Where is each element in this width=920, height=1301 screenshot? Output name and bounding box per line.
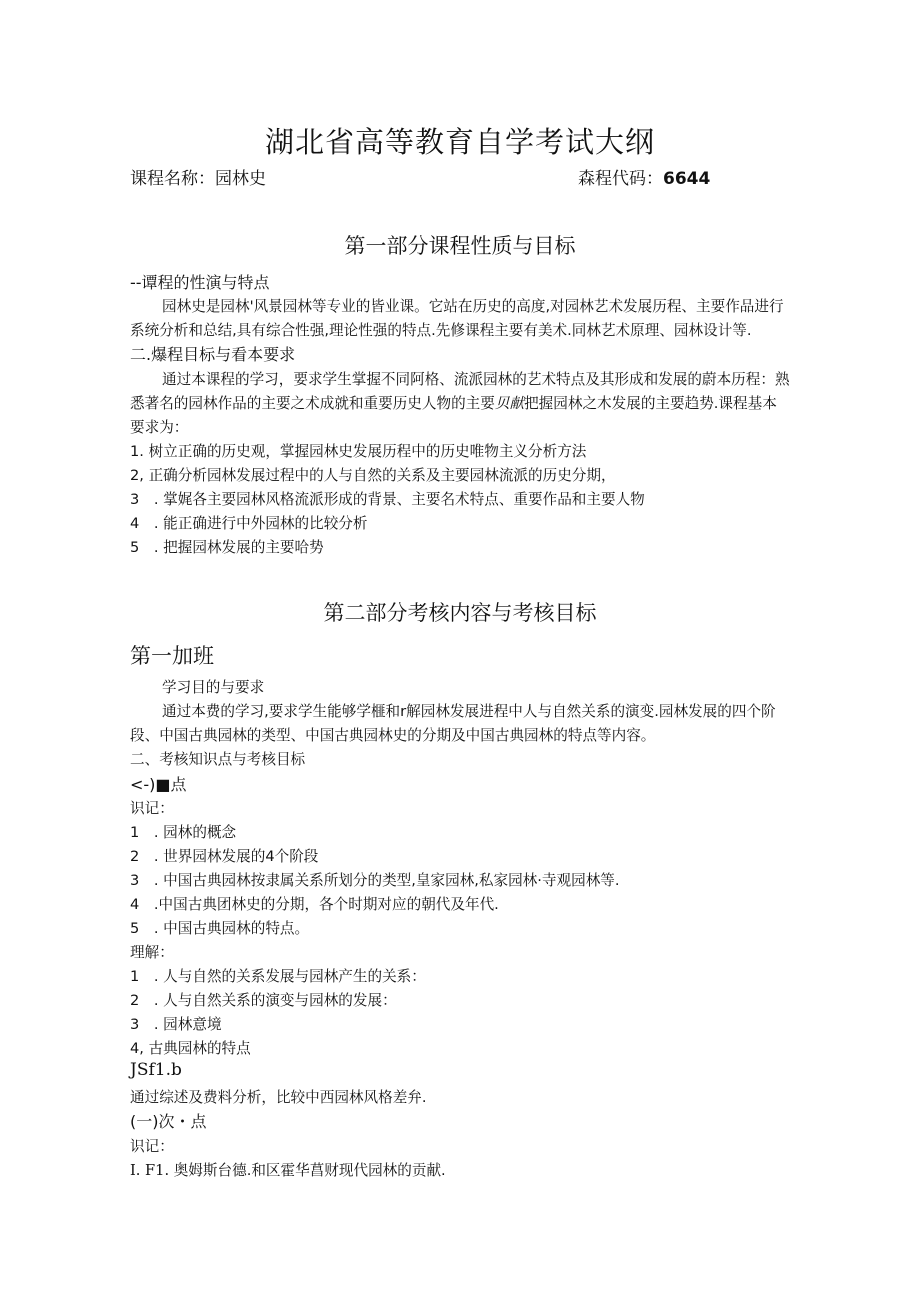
- course-code-line: [578, 164, 710, 189]
- document-title: 湖北省高等教育自学考试大纲: [264, 125, 655, 159]
- requirement-item: 4 . 能正确进行中外园林的比较分析: [130, 515, 368, 532]
- section2-paragraph-line3: 要求为：: [130, 419, 189, 436]
- section1-paragraph-line1: 园林史是园林'风景园林等专业的皆业课。它站在历史的高度,对园林艺术发展历程、主要作品进行: [162, 298, 784, 315]
- section2-paragraph-line2: [130, 392, 777, 413]
- course-name: 园林史: [215, 169, 266, 189]
- course-name-line: [130, 164, 266, 189]
- section1-heading: --谭程的性演与特点: [130, 273, 270, 292]
- recall2-item-prefix: I. F1.: [130, 1162, 170, 1179]
- section2-text-italic: 贝献: [494, 395, 525, 412]
- chapter-heading: 第一加班: [130, 644, 214, 668]
- section2-text-c: 把握园林之木发展的主要趋势.课程基本: [524, 395, 777, 412]
- knowledge-point2-heading: (一)次・点: [130, 1112, 207, 1131]
- goal-heading: 学习目的与要求: [162, 679, 265, 696]
- section2-heading: 二.爆程目标与看本要求: [130, 345, 296, 364]
- section2-text-a: 悉著名的园林作品的主要之术成就和重要历史人物的主要: [130, 395, 495, 412]
- requirement-item: 5 . 把握园林发展的主要哈势: [130, 539, 324, 556]
- recall-item: 2 . 世界园林发展的4个阶段: [130, 848, 319, 865]
- course-name-label: 课程名称：: [130, 169, 215, 189]
- course-code-label: 森程代码：: [578, 169, 663, 189]
- goal-paragraph-line2: 段、中国古典园林的类型、中国古典园林史的分期及中国古典园林的特点等内容。: [130, 727, 656, 744]
- recall2-item: [130, 1159, 446, 1180]
- knowledge-heading: 二、考核知识点与考核目标: [130, 751, 306, 768]
- understand-item: 4, 古典园林的特点: [130, 1040, 251, 1057]
- understand-item: 2 . 人与自然关系的演变与园林的发展：: [130, 992, 397, 1009]
- part1-heading: 第一部分课程性质与目标: [344, 234, 576, 258]
- section1-paragraph-line2: 系统分析和总结,具有综合性强,理论性强的特点.先修课程主要有美术.同林艺术原理、园林设计等.: [130, 322, 752, 339]
- understand-label: 理解：: [130, 944, 174, 961]
- recall-item: 5 . 中国古典园林的特点。: [130, 920, 310, 937]
- section2-paragraph-line1: 通过本课程的学习，要求学生掌握不同阿格、流派园林的艺术特点及其形成和发展的蔚本历程：熟: [162, 371, 790, 388]
- recall-item: 3 . 中国古典园林按隶属关系所划分的类型,皇家园林,私家园林·寺观园林等.: [130, 872, 620, 889]
- recall-item: 1 . 园林的概念: [130, 824, 237, 841]
- recall2-label: 识记：: [130, 1138, 174, 1155]
- course-code: 6644: [663, 169, 711, 189]
- apply-text: 通过综述及费料分析，比较中西园林风格差弁.: [130, 1089, 427, 1106]
- goal-paragraph-line1: 通过本费的学习,要求学生能够学榧和r解园林发展进程中人与自然关系的演变.园林发展的四个阶: [162, 703, 776, 720]
- requirement-item: 2, 正确分析园林发展过程中的人与自然的关系及主要园林流派的历史分期，: [130, 467, 616, 484]
- part2-heading: 第二部分考核内容与考核目标: [323, 601, 597, 625]
- recall-item: 4 .中国古典团林史的分期，各个时期对应的朝代及年代.: [130, 896, 499, 913]
- understand-item: 3 . 园林意境: [130, 1016, 222, 1033]
- apply-heading: JSf1.b: [130, 1060, 182, 1080]
- requirement-item: 3 . 掌娓各主要园林风格流派形成的背景、主要名术特点、重要作品和主要人物: [130, 491, 645, 508]
- recall2-item-text: 奥姆斯台德.和区霍华菖财现代园林的贡献.: [169, 1162, 446, 1179]
- recall-label: 识记：: [130, 800, 174, 817]
- knowledge-point1-heading: <-)■点: [130, 775, 187, 794]
- understand-item: 1 . 人与自然的关系发展与园林产生的关系：: [130, 968, 426, 985]
- requirement-item: 1. 树立正确的历史观，掌握园林史发展历程中的历史唯物主义分析方法: [130, 443, 587, 460]
